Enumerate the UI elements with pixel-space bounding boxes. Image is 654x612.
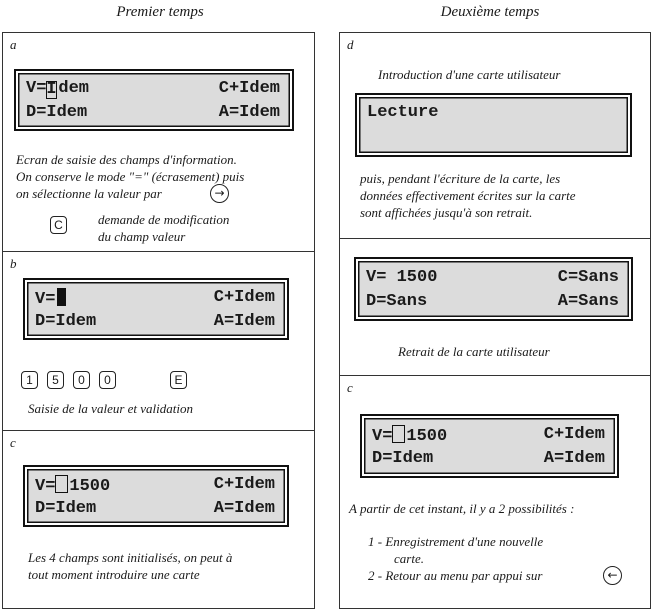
step-c (3, 430, 314, 609)
right-column-title: Deuxième temps (440, 4, 540, 20)
key-1-icon: 1 (21, 371, 38, 389)
list-item: 2 - Retour au menu par appui sur (368, 568, 543, 583)
step-d (340, 33, 650, 238)
description: on sélectionne la valeur par (16, 186, 162, 201)
right-panel (339, 32, 651, 609)
step-a (3, 33, 314, 251)
lcd-display: V= C+Idem D=Idem A=Idem (23, 278, 289, 340)
lcd-display: V=I dem C+Idem D=Idem A=Idem (14, 69, 294, 131)
c-key-icon: C (50, 216, 67, 234)
step-letter: a (10, 37, 17, 52)
cursor-box (392, 425, 405, 443)
description: du champ valeur (98, 229, 186, 244)
description: sont affichées jusqu'à son retrait. (360, 205, 533, 220)
lcd-display: V= 1500 C+Idem D=Idem A=Idem (23, 465, 289, 527)
lcd-display: Lecture (355, 93, 632, 157)
description: puis, pendant l'écriture de la carte, les (360, 171, 561, 186)
left-panel (2, 32, 315, 609)
left-column-title: Premier temps (116, 4, 204, 20)
description: Ecran de saisie des champs d'information. (16, 152, 237, 167)
arrow-right-key-icon: → (210, 184, 229, 203)
list-item: 1 - Enregistrement d'une nouvelle (368, 534, 544, 549)
cursor-box: I (46, 80, 57, 99)
step-letter: d (347, 37, 354, 52)
description: demande de modification (98, 212, 230, 227)
step-letter: b (10, 256, 17, 271)
description: tout moment introduire une carte (28, 567, 200, 582)
key-sequence (21, 371, 116, 389)
step-retrait (340, 238, 650, 376)
description: Les 4 champs sont initialisés, on peut à (28, 550, 233, 565)
arrow-left-key-icon: ← (603, 566, 622, 585)
caption: Retrait de la carte utilisateur (398, 344, 550, 359)
e-key-icon: E (170, 371, 187, 389)
lcd-display: V= 1500 C=Sans D=Sans A=Sans (354, 257, 633, 321)
step-letter: c (347, 380, 353, 395)
cursor-block (57, 288, 66, 306)
step-c-right (340, 375, 650, 609)
step-heading: Introduction d'une carte utilisateur (378, 67, 561, 82)
key-0-icon: 0 (73, 371, 90, 389)
key-5-icon: 5 (47, 371, 64, 389)
step-letter: c (10, 435, 16, 450)
step-b (3, 251, 314, 431)
description: données effectivement écrites sur la carte (360, 188, 576, 203)
key-0-icon: 0 (99, 371, 116, 389)
description: Saisie de la valeur et validation (28, 401, 193, 416)
description: On conserve le mode "=" (écrasement) puis (16, 169, 245, 184)
lcd-display: V= 1500 C+Idem D=Idem A=Idem (360, 414, 619, 478)
cursor-box (55, 475, 68, 493)
description: A partir de cet instant, il y a 2 possibilités : (349, 501, 575, 516)
list-item: carte. (394, 551, 424, 566)
